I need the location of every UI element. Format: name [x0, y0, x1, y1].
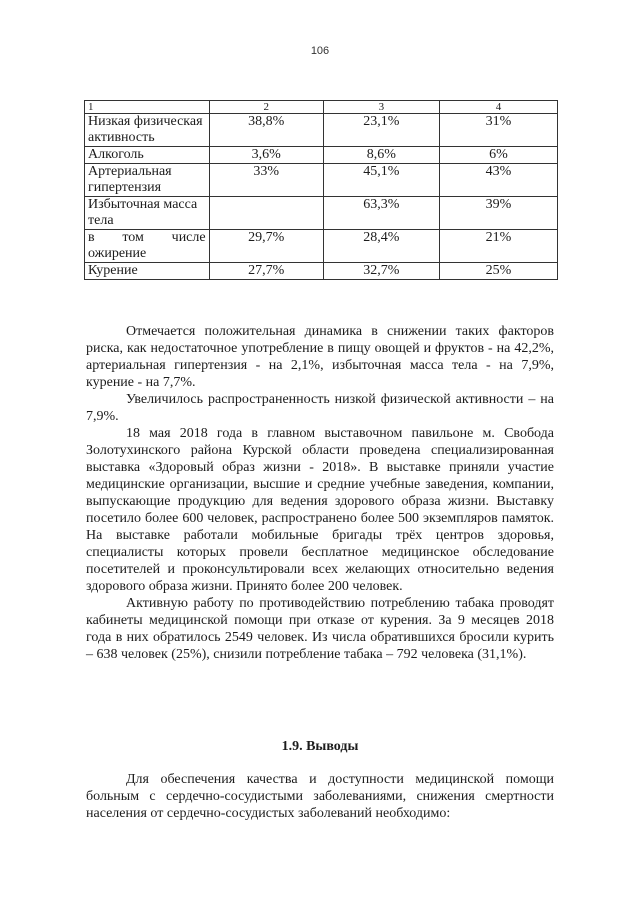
table-cell: 45,1% [323, 164, 439, 197]
paragraph: 18 мая 2018 года в главном выставочном павильоне м. Свобода Золотухинского района Курской области проведена специализированная выставка «Здоровый образ жизни - 2018». В выставке приняли участие медицинские организации, высшие и средние учебные заведения, компании, выпускающие продукцию для ведения здорового образа жизни. Выставку посетило более 600 человек, распространено более 500 экземпляров памяток. На выставке работали мобильные бригады трёх центров здоровья, специалисты которых провели бесплатное медицинское обследование посетителей и проконсультировали всех желающих относительно ведения здорового образа жизни. Принято более 200 человек. [86, 426, 554, 594]
table-header-cell: 2 [209, 101, 323, 114]
table-cell: 8,6% [323, 147, 439, 164]
risk-factors-table [84, 100, 558, 280]
table-cell: 31% [439, 114, 557, 147]
table-row [85, 164, 558, 197]
table-cell: 25% [439, 263, 557, 280]
table-header-cell: 3 [323, 101, 439, 114]
table-row [85, 263, 558, 280]
paragraph: Для обеспечения качества и доступности медицинской помощи больным с сердечно-сосудистыми заболеваниями, снижения смертности населения от сердечно-сосудистых заболеваний необходимо: [86, 772, 554, 821]
table-header-cell: 1 [85, 101, 210, 114]
table-cell: 63,3% [323, 197, 439, 230]
section-heading: 1.9. Выводы [281, 739, 359, 754]
table-cell: 32,7% [323, 263, 439, 280]
table-row [85, 197, 558, 230]
row-label: в том числе ожирение [85, 230, 210, 263]
table-cell: 38,8% [209, 114, 323, 147]
table-cell: 6% [439, 147, 557, 164]
row-label: Артериальная гипертензия [85, 164, 210, 197]
table-cell: 27,7% [209, 263, 323, 280]
table-row [85, 230, 558, 263]
table-cell: 43% [439, 164, 557, 197]
table-row [85, 114, 558, 147]
table-cell: 21% [439, 230, 557, 263]
table-cell: 23,1% [323, 114, 439, 147]
paragraph: Активную работу по противодействию потреблению табака проводят кабинеты медицинской помощи при отказе от курения. За 9 месяцев 2018 года в них обратилось 2549 человек. Из числа обратившихся бросили курить – 638 человек (25%), снизили потребление табака – 792 человека (31,1%). [86, 596, 554, 662]
page-number: 106 [310, 45, 330, 57]
table-row [85, 147, 558, 164]
table-cell: 29,7% [209, 230, 323, 263]
paragraph: Отмечается положительная динамика в снижении таких факторов риска, как недостаточное употребление в пищу овощей и фруктов - на 42,2%, артериальная гипертензия - на 2,1%, избыточная масса тела - на 7,9%, курение - на 7,7%. [86, 324, 554, 390]
row-label: Алкоголь [85, 147, 210, 164]
table-cell [209, 197, 323, 230]
table-cell: 39% [439, 197, 557, 230]
body-text [86, 323, 554, 663]
table-header-row [85, 101, 558, 114]
table-header-cell: 4 [439, 101, 557, 114]
conclusion-text [86, 771, 554, 822]
row-label: Низкая физическая активность [85, 114, 210, 147]
row-label: Избыточная масса тела [85, 197, 210, 230]
table-cell: 3,6% [209, 147, 323, 164]
table-cell: 28,4% [323, 230, 439, 263]
table-cell: 33% [209, 164, 323, 197]
row-label: Курение [85, 263, 210, 280]
paragraph: Увеличилось распространенность низкой физической активности – на 7,9%. [86, 392, 554, 424]
